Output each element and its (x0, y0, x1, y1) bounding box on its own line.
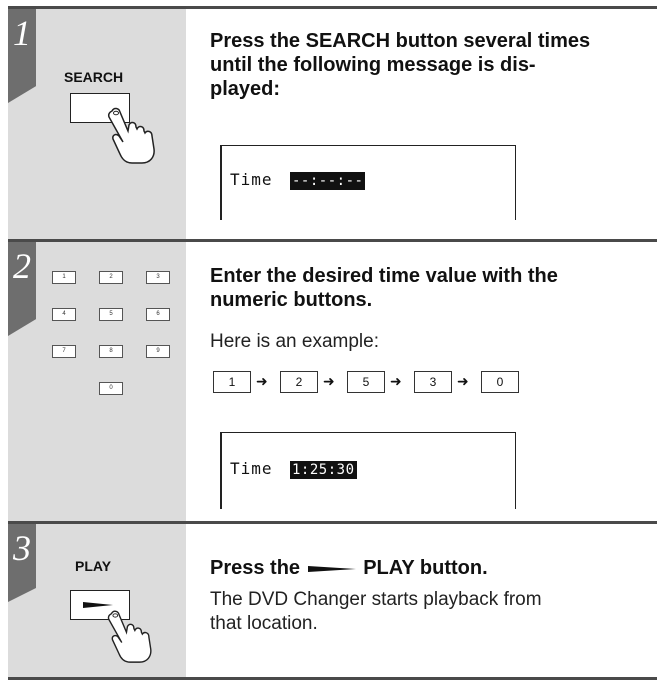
arrow-right-icon: ➜ (256, 373, 268, 389)
step-2-heading-line-2: numeric buttons. (210, 289, 373, 311)
sequence-key-5: 0 (481, 371, 519, 393)
step-1-number: 1 (13, 13, 31, 53)
hand-pointer-icon (104, 105, 166, 165)
keypad-key-7[interactable]: 7 (52, 345, 76, 358)
step-3-text-line-2: that location. (210, 613, 318, 634)
step-3-number: 3 (13, 528, 31, 568)
step-2-text: Here is an example: (210, 331, 379, 352)
sequence-key-4: 3 (414, 371, 452, 393)
arrow-right-icon: ➜ (323, 373, 335, 389)
step-1-display-value: --:--:-- (292, 173, 364, 189)
keypad-key-4[interactable]: 4 (52, 308, 76, 321)
play-button-label: PLAY (75, 558, 112, 574)
step-3-heading-prefix: Press the (210, 557, 301, 579)
step-3-text-line-1: The DVD Changer starts playback from (210, 589, 542, 610)
arrow-right-icon: ➜ (390, 373, 402, 389)
arrow-right-icon: ➜ (457, 373, 469, 389)
sequence-key-2: 2 (280, 371, 318, 393)
step-2-display-value: 1:25:30 (292, 462, 355, 478)
step-1-heading-line-1: Press the SEARCH button several times (210, 30, 591, 52)
keypad-key-0[interactable]: 0 (99, 382, 123, 395)
keypad-key-6[interactable]: 6 (146, 308, 170, 321)
sequence-key-1: 1 (213, 371, 251, 393)
step-2-display-label: Time (230, 459, 273, 478)
step-1-heading-line-2: until the following message is dis- (210, 54, 536, 76)
keypad-key-1[interactable]: 1 (52, 271, 76, 284)
step-2-heading-line-1: Enter the desired time value with the (210, 265, 558, 287)
step-3-heading-suffix: PLAY button. (363, 557, 488, 579)
step-2-display (220, 432, 516, 509)
step-1 (8, 9, 657, 239)
sequence-key-3: 5 (347, 371, 385, 393)
step-1-display (220, 145, 516, 220)
keypad-key-2[interactable]: 2 (99, 271, 123, 284)
hand-pointer-icon (104, 608, 162, 664)
keypad-key-5[interactable]: 5 (99, 308, 123, 321)
keypad-key-9[interactable]: 9 (146, 345, 170, 358)
step-3-heading (210, 556, 488, 580)
bottom-rule (8, 677, 657, 680)
keypad-key-3[interactable]: 3 (146, 271, 170, 284)
step-2-number: 2 (13, 246, 31, 286)
search-button-label: SEARCH (64, 69, 124, 85)
step-3 (8, 524, 657, 677)
step-1-display-label: Time (230, 170, 273, 189)
keypad-key-8[interactable]: 8 (99, 345, 123, 358)
play-triangle-icon (308, 563, 356, 575)
step-1-heading-line-3: played: (210, 78, 281, 100)
